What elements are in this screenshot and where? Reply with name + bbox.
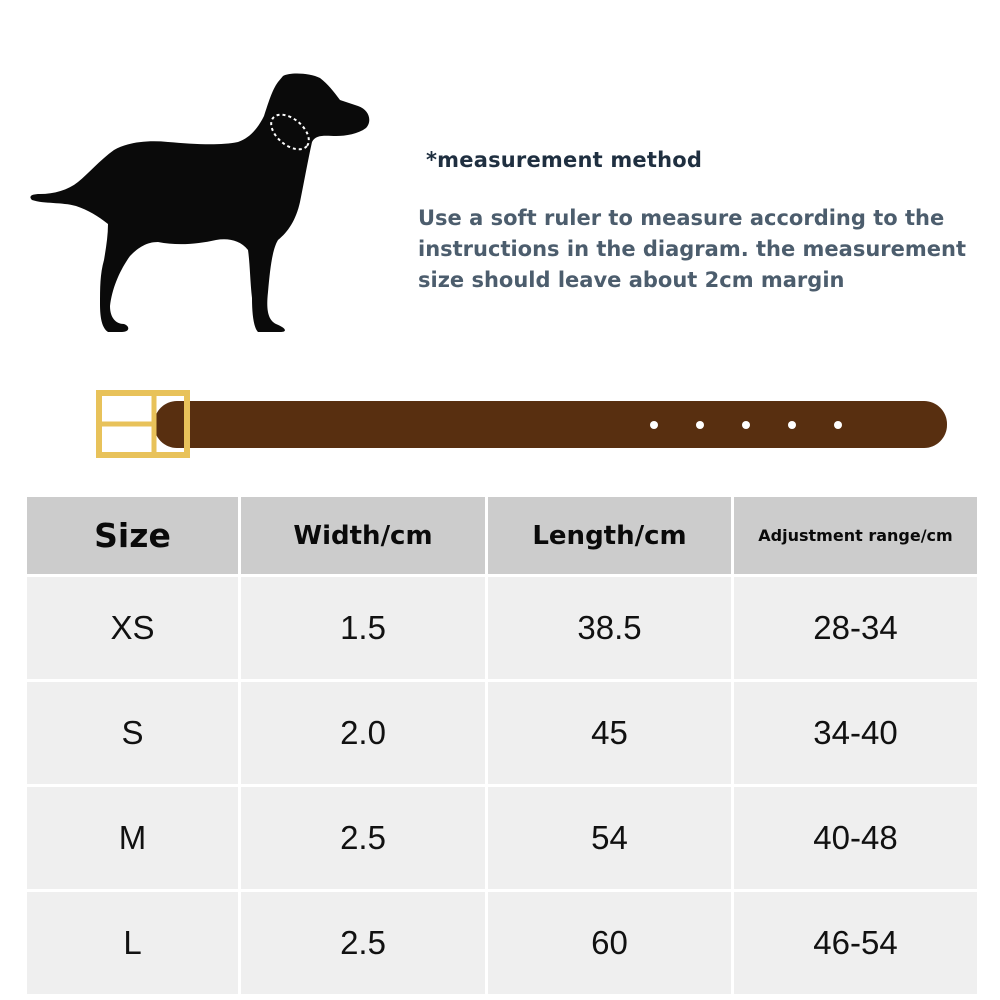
width-cell: 2.0 (240, 681, 487, 786)
table-row (26, 891, 979, 996)
dog-silhouette (28, 70, 378, 335)
length-cell: 54 (487, 786, 733, 891)
collar-strap (154, 401, 947, 448)
size-cell: S (26, 681, 240, 786)
adjustment-cell: 40-48 (733, 786, 979, 891)
table-row (26, 681, 979, 786)
adjustment-cell: 46-54 (733, 891, 979, 996)
header-length: Length/cm (487, 496, 733, 576)
size-cell: M (26, 786, 240, 891)
measurement-method-text: Use a soft ruler to measure according to the instructions in the diagram. the measurement size should leave about 2cm margin (418, 206, 966, 292)
header-width: Width/cm (240, 496, 487, 576)
size-chart-table (24, 494, 980, 997)
measurement-method-title: *measurement method (426, 148, 703, 172)
length-cell: 38.5 (487, 576, 733, 681)
header-adjustment-range: Adjustment range/cm (733, 496, 979, 576)
width-cell: 1.5 (240, 576, 487, 681)
table-row (26, 576, 979, 681)
width-cell: 2.5 (240, 891, 487, 996)
table-header-row (26, 496, 979, 576)
adjustment-cell: 28-34 (733, 576, 979, 681)
collar-illustration (94, 388, 954, 462)
length-cell: 45 (487, 681, 733, 786)
width-cell: 2.5 (240, 786, 487, 891)
size-cell: L (26, 891, 240, 996)
header-size: Size (26, 496, 240, 576)
size-cell: XS (26, 576, 240, 681)
table-row (26, 786, 979, 891)
adjustment-cell: 34-40 (733, 681, 979, 786)
length-cell: 60 (487, 891, 733, 996)
